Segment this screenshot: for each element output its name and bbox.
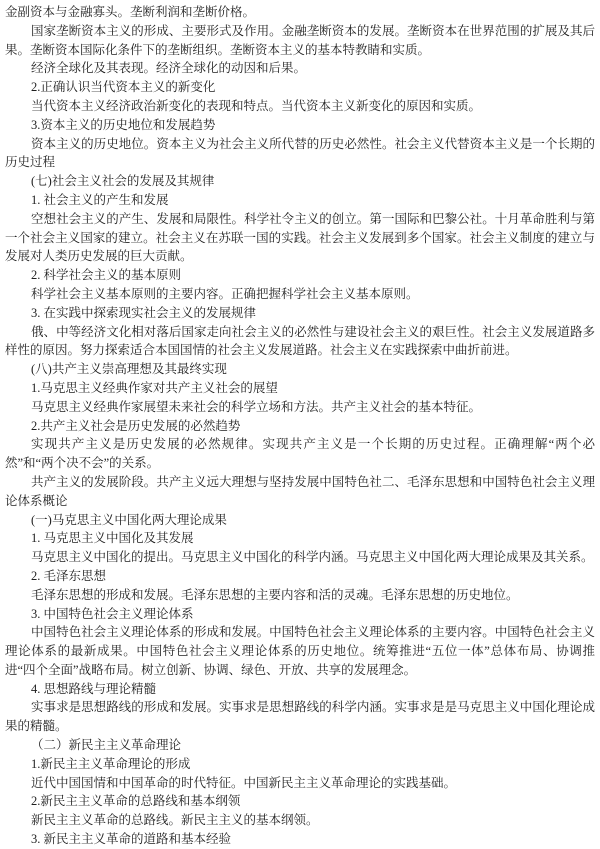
- paragraph: 空想社会主义的产生、发展和局限性。科学社令主义的创立。第一国际和巴黎公社。十月革命胜利与第一个社会主义国家的建立。社会主义在苏联一国的实践。社会主义发展到多个国家。社会主义制度的建立与发展对人类历史发展的巨大贡献。: [5, 211, 595, 264]
- paragraph: 3.资本主义的历史地位和发展趋势: [31, 117, 216, 132]
- paragraph: 实事求是思想路线的形成和发展。实事求是思想路线的科学内涵。实事求是是马克思主义中国化理论成果的精髓。: [5, 700, 595, 734]
- paragraph: 2. 科学社会主义的基本原则: [31, 268, 182, 283]
- paragraph: 1.新民主主义革命理论的形成: [31, 756, 191, 771]
- paragraph: 1. 马克思主义中国化及其发展: [31, 531, 194, 546]
- paragraph: 俄、中等经济文化相对落后国家走向社会主义的必然性与建设社会主义的艰巨性。社会主义发展道路多样性的原因。努力探索适合本国国情的社会主义发展道路。社会主义在实践探索中曲折前进。: [5, 324, 595, 358]
- paragraph: 2. 毛泽东思想: [31, 568, 107, 583]
- paragraph: 当代资本主义经济政治新变化的表现和特点。当代资本主义新变化的原因和实质。: [31, 98, 482, 113]
- paragraph: 3. 中国特色社会主义理论体系: [31, 606, 194, 621]
- paragraph: 资本主义的历史地位。资本主义为社会主义所代替的历史必然性。社会主义代替资本主义是一个长期的历史过程: [5, 136, 595, 170]
- paragraph: (一)马克思主义中国化两大理论成果: [31, 512, 227, 527]
- paragraph: 2.共产主义社会是历史发展的必然趋势: [31, 418, 241, 433]
- paragraph: (八)共产主义崇高理想及其最终实现: [31, 362, 227, 377]
- paragraph: 1. 社会主义的产生和发展: [31, 192, 169, 207]
- paragraph: 4. 思想路线与理论精髓: [31, 681, 157, 696]
- paragraph: 科学社会主义基本原则的主要内容。正确把握科学社会主义基本原则。: [31, 286, 419, 301]
- paragraph: 新民主主义革命的总路线。新民主主义的基本纲领。: [31, 813, 319, 828]
- paragraph: 2.新民主主义革命的总路线和基本纲领: [31, 794, 241, 809]
- paragraph: 经济全球化及其表现。经济全球化的动因和后果。: [31, 61, 307, 76]
- paragraph: 金副资本与金融寡头。垄断利润和垄断价格。: [5, 5, 256, 19]
- paragraph: 近代中国国情和中国革命的时代特征。中国新民主主义革命理论的实践基础。: [31, 775, 457, 790]
- paragraph: 3. 在实践中探索现实社会主义的发展规律: [31, 305, 257, 320]
- paragraph: 中国特色社会主义理论体系的形成和发展。中国特色社会主义理论体系的主要内容。中国特色社会主义理论体系的最新成果。中国特色社会主义理论体系的历史地位。统筹推进“五位一体”总体布局、协调推进“四个全面”战略布局。树立创新、协调、绿色、开放、共享的发展理念。: [5, 625, 595, 677]
- paragraph: 毛泽东思想的形成和发展。毛泽东思想的主要内容和活的灵魂。毛泽东思想的历史地位。: [31, 587, 519, 602]
- document-body: [5, 3, 595, 849]
- paragraph: 马克思主义中国化的提出。马克思主义中国化的科学内涵。马克思主义中国化两大理论成果及其关系。: [31, 550, 594, 565]
- paragraph: 3. 新民主主义革命的道路和基本经验: [31, 832, 232, 847]
- paragraph: 共产主义的发展阶段。共产主义远大理想与坚持发展中国特色社二、毛泽东思想和中国特色社会主义理论体系概论: [5, 474, 595, 508]
- paragraph: 2.正确认识当代资本主义的新变化: [31, 80, 216, 95]
- paragraph: 国家垄断资本主义的形成、主要形式及作用。金融垄断资本的发展。垄断资本在世界范围的扩展及其后果。垄断资本国际化条件下的垄断组织。垄断资本主义的基本特教睛和实质。: [5, 23, 595, 57]
- paragraph: (七)社会主义社会的发展及其规律: [31, 174, 215, 189]
- paragraph: 马克思主义经典作家展望未来社会的科学立场和方法。共产主义社会的基本特征。: [31, 399, 482, 414]
- paragraph: （二）新民主主义革命理论: [31, 738, 182, 753]
- paragraph: 实现共产主义是历史发展的必然规律。实现共产主义是一个长期的历史过程。正确理解“两个必然”和“两个决不会”的关系。: [5, 437, 595, 471]
- paragraph: 1.马克思主义经典作家对共产主义社会的展望: [31, 380, 278, 395]
